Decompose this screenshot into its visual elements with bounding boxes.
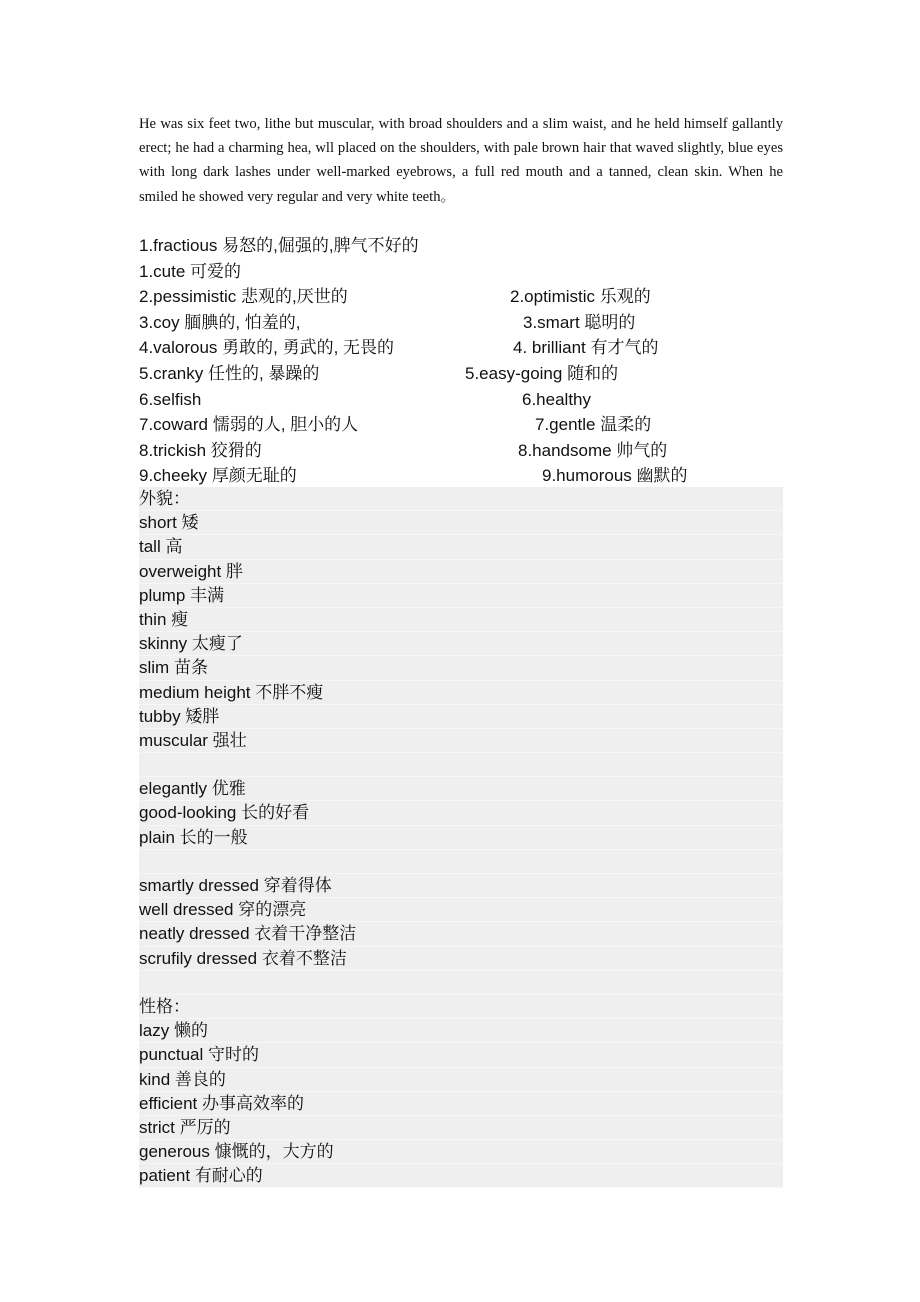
pair-row xyxy=(139,335,783,361)
pair-left: 6.selfish xyxy=(139,389,202,409)
blank-line xyxy=(139,971,783,995)
pair-left: 2.pessimistic 悲观的,厌世的 xyxy=(139,287,348,307)
pair-left: 1.cute 可爱的 xyxy=(139,261,242,281)
pair-row xyxy=(139,438,783,464)
vocab-item: generous 慷慨的，大方的 xyxy=(139,1140,783,1164)
vocab-list xyxy=(139,487,783,1188)
vocab-item: thin 瘦 xyxy=(139,608,783,632)
vocab-item: tall 高 xyxy=(139,535,783,559)
blank-line xyxy=(139,850,783,874)
pair-row xyxy=(139,387,783,413)
vocab-item: patient 有耐心的 xyxy=(139,1164,783,1188)
vocab-item: skinny 太瘦了 xyxy=(139,632,783,656)
vocab-item: strict 严厉的 xyxy=(139,1116,783,1140)
vocab-item: smartly dressed 穿着得体 xyxy=(139,874,783,898)
vocab-item: short 矮 xyxy=(139,511,783,535)
blank-line xyxy=(139,753,783,777)
vocab-item: elegantly 优雅 xyxy=(139,777,783,801)
section-heading-appearance: 外貌： xyxy=(139,487,783,511)
pair-left: 3.coy 腼腆的, 怕羞的, xyxy=(139,312,301,332)
pair-row xyxy=(139,233,783,259)
pair-left: 8.trickish 狡猾的 xyxy=(139,440,262,460)
vocab-item: overweight 胖 xyxy=(139,560,783,584)
pair-left: 1.fractious 易怒的,倔强的,脾气不好的 xyxy=(139,236,419,255)
pair-right: 9.humorous 幽默的 xyxy=(542,466,688,486)
vocab-item: efficient 办事高效率的 xyxy=(139,1092,783,1116)
pair-right: 6.healthy xyxy=(522,389,591,409)
vocab-item: plump 丰满 xyxy=(139,584,783,608)
vocab-item: punctual 守时的 xyxy=(139,1043,783,1067)
vocab-item: tubby 矮胖 xyxy=(139,705,783,729)
vocab-item: good-looking 长的好看 xyxy=(139,801,783,825)
pair-row xyxy=(139,259,783,285)
pair-row xyxy=(139,310,783,336)
vocab-item: well dressed 穿的漂亮 xyxy=(139,898,783,922)
pair-left: 4.valorous 勇敢的, 勇武的, 无畏的 xyxy=(139,338,395,358)
section-heading-personality: 性格： xyxy=(139,995,783,1019)
pair-left: 9.cheeky 厚颜无耻的 xyxy=(139,466,297,486)
pair-right: 3.smart 聪明的 xyxy=(523,312,636,332)
pair-row xyxy=(139,284,783,310)
pair-row xyxy=(139,412,783,438)
pair-right: 8.handsome 帅气的 xyxy=(518,440,668,460)
pair-right: 4. brilliant 有才气的 xyxy=(513,338,659,358)
pair-left: 7.coward 懦弱的人, 胆小的人 xyxy=(139,415,359,435)
pair-right: 5.easy-going 随和的 xyxy=(465,363,619,383)
pair-right: 7.gentle 温柔的 xyxy=(535,415,652,435)
intro-paragraph: He was six feet two, lithe but muscular, with broad shoulders and a slim waist, and he held himself gallantly erect; he had a charming hea, wll placed on the shoulders, with pale brown hair that waved slightly, blue eyes with long dark lashes under well-marked eyebrows, a full red mouth and a tanned, clean skin. When he smiled he showed very regular and very white teeth。 xyxy=(139,116,783,205)
pair-right: 2.optimistic 乐观的 xyxy=(510,287,651,307)
vocab-item: kind 善良的 xyxy=(139,1068,783,1092)
vocab-item: medium height 不胖不瘦 xyxy=(139,681,783,705)
word-pairs-list xyxy=(139,233,783,489)
vocab-item: muscular 强壮 xyxy=(139,729,783,753)
pair-row xyxy=(139,463,783,489)
vocab-item: plain 长的一般 xyxy=(139,826,783,850)
vocab-item: neatly dressed 衣着干净整洁 xyxy=(139,922,783,946)
vocab-item: lazy 懒的 xyxy=(139,1019,783,1043)
vocab-item: slim 苗条 xyxy=(139,656,783,680)
vocab-item: scrufily dressed 衣着不整洁 xyxy=(139,947,783,971)
pair-left: 5.cranky 任性的, 暴躁的 xyxy=(139,363,320,383)
pair-row xyxy=(139,361,783,387)
